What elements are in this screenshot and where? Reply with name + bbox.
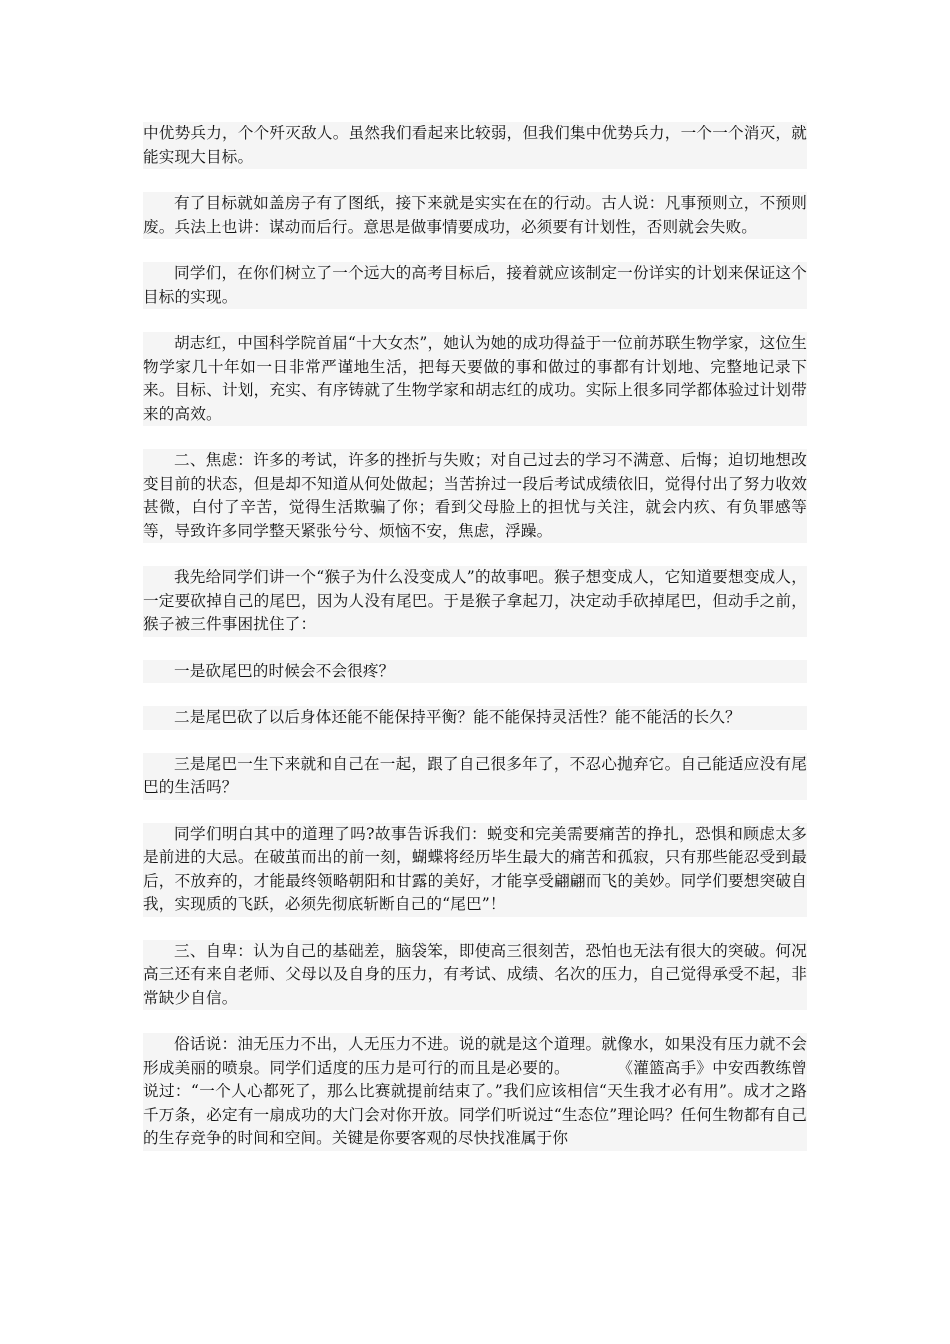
document-page (143, 122, 807, 1151)
paragraph-3: 胡志红，中国科学院首届“十大女杰”，她认为她的成功得益于一位前苏联生物学家，这位生物学家几十年如一日非常严谨地生活，把每天要做的事和做过的事都有计划地、完整地记录下来。目标、计划，充实、有序铸就了生物学家和胡志红的成功。实际上很多同学都体验过计划带来的高效。 (143, 334, 807, 423)
paragraph-11: 俗话说：油无压力不出，人无压力不进。说的就是这个道理。就像水，如果没有压力就不会形成美丽的喷泉。同学们适度的压力是可行的而且是必要的。 《灌篮高手》中安西教练曾说过：“一个人心都死了，那么比赛就提前结束了。”我们应该相信“天生我才必有用”。成才之路千万条，必定有一扇成功的大门会对你开放。同学们听说过“生态位”理论吗？任何生物都有自己的生存竞争的时间和空间。关键是你要客观的尽快找准属于你 (143, 1035, 807, 1147)
paragraph-block (143, 566, 807, 637)
paragraph-gap (143, 800, 807, 823)
paragraph-gap (143, 730, 807, 753)
paragraph-block (143, 660, 807, 684)
paragraph-block (143, 332, 807, 426)
paragraph-gap (143, 543, 807, 566)
paragraph-block (143, 192, 807, 239)
paragraph-gap (143, 169, 807, 192)
paragraph-10: 三、自卑：认为自己的基础差，脑袋笨，即使高三很刻苦，恐怕也无法有很大的突破。何况高三还有来自老师、父母以及自身的压力，有考试、成绩、名次的压力，自己觉得承受不起，非常缺少自信。 (143, 941, 807, 1007)
paragraph-block (143, 706, 807, 730)
paragraph-gap (143, 637, 807, 660)
paragraph-gap (143, 1010, 807, 1033)
paragraph-8: 三是尾巴一生下来就和自己在一起，跟了自己很多年了，不忍心抛弃它。自己能适应没有尾巴的生活吗？ (143, 754, 807, 796)
paragraph-block (143, 823, 807, 917)
paragraph-1: 有了目标就如盖房子有了图纸，接下来就是实实在在的行动。古人说：凡事预则立，不预则废。兵法上也讲：谋动而后行。意思是做事情要成功，必须要有计划性，否则就会失败。 (143, 194, 807, 236)
paragraph-block (143, 753, 807, 800)
paragraph-gap (143, 917, 807, 940)
paragraph-6: 一是砍尾巴的时候会不会很疼？ (174, 661, 395, 680)
paragraph-gap (143, 239, 807, 262)
paragraph-block (143, 940, 807, 1011)
paragraph-block (143, 262, 807, 309)
paragraph-gap (143, 309, 807, 332)
paragraph-block (143, 1033, 807, 1151)
paragraph-block (143, 122, 807, 169)
paragraph-block (143, 449, 807, 543)
paragraph-5: 我先给同学们讲一个“猴子为什么没变成人”的故事吧。猴子想变成人，它知道要想变成人，一定要砍掉自己的尾巴，因为人没有尾巴。于是猴子拿起刀，决定动手砍掉尾巴，但动手之前，猴子被三件事困扰住了： (143, 568, 807, 633)
paragraph-9: 同学们明白其中的道理了吗?故事告诉我们：蜕变和完美需要痛苦的挣扎，恐惧和顾虑太多是前进的大忌。在破茧而出的前一刻，蝴蝶将经历毕生最大的痛苦和孤寂，只有那些能忍受到最后，不放弃的，才能最终领略朝阳和甘露的美好，才能享受翩翩而飞的美妙。同学们要想突破自我，实现质的飞跃，必须先彻底斩断自己的“尾巴”！ (143, 824, 807, 913)
paragraph-gap (143, 683, 807, 706)
paragraph-0: 中优势兵力，个个歼灭敌人。虽然我们看起来比较弱，但我们集中优势兵力，一个一个消灭，就能实现大目标。 (143, 124, 807, 166)
paragraph-7: 二是尾巴砍了以后身体还能不能保持平衡？能不能保持灵活性？能不能活的长久？ (174, 708, 741, 726)
paragraph-gap (143, 426, 807, 449)
paragraph-4: 二、焦虑：许多的考试，许多的挫折与失败；对自己过去的学习不满意、后悔；迫切地想改变目前的状态，但是却不知道从何处做起；当苦拚过一段后考试成绩依旧，觉得付出了努力收效甚微，白付了辛苦，觉得生活欺骗了你；看到父母脸上的担忧与关注，就会内疚、有负罪感等等，导致许多同学整天紧张兮兮、烦恼不安，焦虑，浮躁。 (143, 451, 807, 540)
paragraph-2: 同学们，在你们树立了一个远大的高考目标后，接着就应该制定一份详实的计划来保证这个目标的实现。 (143, 264, 807, 306)
